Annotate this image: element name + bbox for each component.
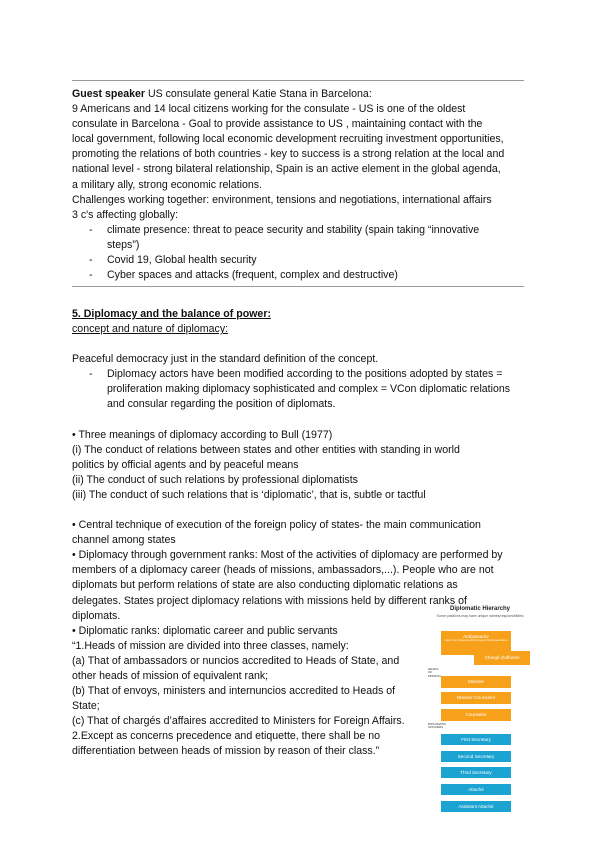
diplomacy-bullet-list (72, 367, 528, 412)
charge-daffaires-box: Chargé d'affaires (474, 651, 530, 665)
central-line: • Diplomacy through government ranks: Most of the activities of diplomacy are performed by (72, 549, 503, 562)
central-line: delegates. States project diplomacy relations with missions held by different ranks of (72, 594, 467, 607)
counselor-box: Counselor (441, 709, 511, 721)
guest-speaker-intro: Guest speaker US consulate general Katie Stana in Barcelona: (72, 88, 372, 100)
ranks-line: (a) That of ambassadors or nuncios accredited to Heads of State, and (72, 654, 400, 667)
meanings-line: (ii) The conduct of such relations by professional diplomatists (72, 473, 358, 486)
diagram-title: Diplomatic Hierarchy (449, 606, 511, 612)
central-line: members of a diplomacy career (heads of missions, ambassadors,...). People who are not (72, 564, 494, 577)
guest-bullet-list (72, 223, 528, 283)
section-subheading: concept and nature of diplomacy: (72, 323, 229, 336)
ambassador-box: Ambassador High Commissioner/Permanent Representative (441, 631, 511, 655)
list-item: - Covid 19, Global health security (72, 253, 528, 268)
list-item: - Cyber spaces and attacks (frequent, complex and destructive) (72, 268, 528, 283)
guest-line: local government, following local economic development recruiting investment opportunities, (72, 133, 504, 146)
guest-line: 9 Americans and 14 local citizens working for the consulate - US is one of the oldest (72, 103, 466, 116)
ranks-line: • Diplomatic ranks: diplomatic career and public servants (72, 624, 338, 637)
assistant-attache-box: Assistant Attaché (441, 801, 511, 812)
list-item: - Diplomacy actors have been modified according to the positions adopted by states = proliferation making diplomacy sophisticated and complex = VCon diplomatic relations and consular regarding the position of diplomats. (72, 367, 528, 412)
guest-speaker-label: Guest speaker (72, 88, 146, 100)
attache-box: Attaché (441, 784, 511, 795)
guest-line: Challenges working together: environment, tensions and negotiations, international affairs (72, 193, 492, 206)
ranks-line: “1.Heads of mission are divided into three classes, namely: (72, 639, 349, 652)
ranks-line: State; (72, 700, 100, 713)
section-heading: 5. Diplomacy and the balance of power: (72, 308, 271, 320)
ranks-line: 2.Except as concerns precedence and etiquette, there shall be no (72, 730, 381, 743)
guest-line: 3 c's affecting globally: (72, 208, 179, 221)
bottom-divider (72, 286, 524, 287)
minister-box: Minister (441, 676, 511, 688)
ranks-line: other heads of mission of equivalent rank; (72, 669, 269, 682)
central-line: • Central technique of execution of the foreign policy of states- the main communication (72, 519, 481, 532)
guest-speaker-section (72, 87, 528, 283)
diplomatic-hierarchy-diagram (428, 604, 532, 816)
meanings-line: (i) The conduct of relations between states and other entities with standing in world (72, 443, 460, 456)
second-secretary-box: Second Secretary (441, 751, 511, 762)
ranks-line: differentiation between heads of mission by reason of their class.” (72, 745, 380, 758)
meanings-line: (iii) The conduct of such relations that is ‘diplomatic’, that is, subtle or tactful (72, 488, 426, 501)
paragraph: Peaceful democracy just in the standard definition of the concept. (72, 353, 379, 366)
meanings-line: politics by official agents and by peaceful means (72, 458, 299, 471)
diagram-subtitle: Some positions may have unique names/responsibilities (436, 614, 524, 618)
central-line: diplomats but perform relations of state are also conducting diplomatic relations as (72, 579, 458, 592)
top-divider (72, 80, 524, 81)
central-line: diplomats. (72, 609, 121, 622)
guest-line: promoting the relations of both countries - key to success is a strong relation at the local and (72, 148, 505, 161)
guest-line: consulate in Barcelona - Goal to provide assistance to US , maintaining contact with the (72, 118, 483, 131)
third-secretary-box: Third Secretary (441, 767, 511, 778)
heads-of-mission-label: HEADS OF MISSION (428, 667, 441, 678)
guest-line: a military ally, strong economic relations. (72, 178, 262, 191)
ranks-line: (c) That of chargés d’affaires accredited to Ministers for Foreign Affairs. (72, 715, 405, 728)
minister-counselor-box: Minister-Counselor (441, 692, 511, 704)
guest-line: national level - strong bilateral relationship, Spain is an active element in the global agenda, (72, 163, 501, 176)
ranks-line: (b) That of envoys, ministers and internuncios accredited to Heads of (72, 685, 396, 698)
meanings-line: • Three meanings of diplomacy according to Bull (1977) (72, 428, 333, 441)
diplomatic-officers-label: DIPLOMATIC OFFICERS (428, 722, 447, 730)
first-secretary-box: First Secretary (441, 734, 511, 745)
central-line: channel among states (72, 534, 176, 547)
list-item: - climate presence: threat to peace security and stability (spain taking “innovative steps”) (72, 223, 528, 253)
